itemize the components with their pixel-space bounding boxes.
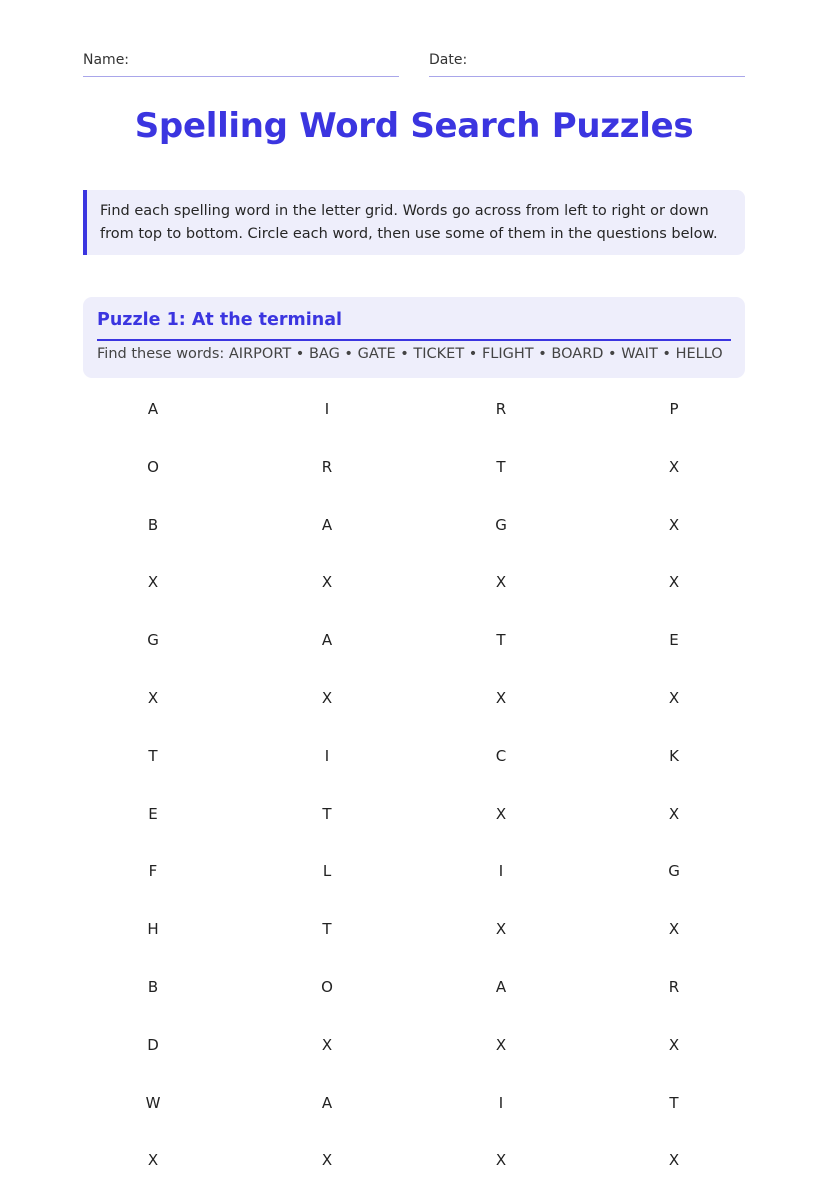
grid-letter[interactable]: H (147, 920, 159, 939)
grid-letter[interactable]: X (147, 573, 159, 592)
grid-row (83, 440, 745, 498)
grid-letter[interactable]: T (322, 920, 332, 939)
grid-letter[interactable]: X (668, 804, 680, 823)
grid-letter[interactable]: G (147, 631, 159, 650)
instructions-text: Find each spelling word in the letter grid. Words go across from left to right or down from top to bottom. Circle each word, then use some of them in the questions below. (100, 203, 718, 242)
grid-letter[interactable]: X (668, 688, 680, 707)
grid-letter[interactable]: X (495, 1035, 507, 1054)
grid-row (83, 555, 745, 613)
grid-letter[interactable]: C (495, 746, 507, 765)
grid-row (83, 498, 745, 556)
grid-letter[interactable]: X (668, 457, 680, 476)
name-field[interactable] (83, 52, 399, 77)
grid-letter[interactable]: O (321, 977, 333, 996)
grid-letter[interactable]: G (668, 862, 680, 881)
grid-letter[interactable]: X (321, 1151, 333, 1170)
instructions-box (83, 190, 745, 255)
letter-grid (83, 382, 745, 1191)
grid-letter[interactable]: T (669, 1093, 679, 1112)
grid-row (83, 1133, 745, 1191)
grid-letter[interactable]: R (495, 400, 507, 418)
date-label: Date: (429, 52, 468, 68)
page-title: Spelling Word Search Puzzles (134, 106, 694, 146)
grid-letter[interactable]: I (498, 862, 504, 881)
grid-row (83, 729, 745, 787)
grid-letter[interactable]: X (668, 920, 680, 939)
puzzle-title: Puzzle 1: At the terminal (97, 310, 731, 341)
grid-letter[interactable]: A (147, 400, 159, 418)
grid-letter[interactable]: X (321, 573, 333, 592)
grid-row (83, 1018, 745, 1076)
grid-letter[interactable]: L (322, 862, 332, 881)
grid-row (83, 844, 745, 902)
word-list: Find these words: AIRPORT • BAG • GATE • TICKET • FLIGHT • BOARD • WAIT • HELLO (97, 346, 723, 362)
grid-letter[interactable]: W (145, 1093, 161, 1112)
grid-letter[interactable]: T (148, 746, 158, 765)
date-field[interactable] (429, 52, 745, 77)
grid-letter[interactable]: F (148, 862, 158, 881)
grid-letter[interactable]: X (668, 573, 680, 592)
grid-letter[interactable]: T (322, 804, 332, 823)
grid-letter[interactable]: E (669, 631, 679, 650)
grid-letter[interactable]: X (495, 804, 507, 823)
grid-letter[interactable]: I (498, 1093, 504, 1112)
grid-letter[interactable]: B (147, 977, 159, 996)
puzzle-header (83, 297, 745, 378)
grid-letter[interactable]: D (147, 1035, 159, 1054)
grid-letter[interactable]: X (495, 573, 507, 592)
grid-letter[interactable]: X (147, 688, 159, 707)
grid-letter[interactable]: A (321, 515, 333, 534)
grid-letter[interactable]: R (668, 977, 680, 996)
grid-letter[interactable]: G (495, 515, 507, 534)
grid-letter[interactable]: A (321, 631, 333, 650)
grid-row (83, 671, 745, 729)
grid-letter[interactable]: X (147, 1151, 159, 1170)
grid-letter[interactable]: X (668, 1035, 680, 1054)
grid-letter[interactable]: I (324, 746, 330, 765)
grid-letter[interactable]: A (495, 977, 507, 996)
grid-letter[interactable]: P (669, 400, 679, 418)
grid-letter[interactable]: I (324, 400, 330, 418)
header-fields (83, 52, 745, 78)
grid-letter[interactable]: X (321, 1035, 333, 1054)
grid-letter[interactable]: K (669, 746, 679, 765)
grid-row (83, 613, 745, 671)
grid-letter[interactable]: X (495, 688, 507, 707)
grid-letter[interactable]: T (496, 457, 506, 476)
grid-letter[interactable]: T (496, 631, 506, 650)
grid-row (83, 960, 745, 1018)
grid-letter[interactable]: X (668, 515, 680, 534)
grid-row (83, 1076, 745, 1134)
grid-letter[interactable]: E (148, 804, 158, 823)
grid-letter[interactable]: R (321, 457, 333, 476)
grid-letter[interactable]: B (147, 515, 159, 534)
grid-letter[interactable]: X (495, 920, 507, 939)
grid-letter[interactable]: X (321, 688, 333, 707)
grid-letter[interactable]: A (321, 1093, 333, 1112)
grid-row (83, 787, 745, 845)
grid-letter[interactable]: O (147, 457, 159, 476)
grid-letter[interactable]: X (495, 1151, 507, 1170)
name-label: Name: (83, 52, 130, 68)
grid-letter[interactable]: X (668, 1151, 680, 1170)
grid-row (83, 902, 745, 960)
grid-row (83, 382, 745, 440)
